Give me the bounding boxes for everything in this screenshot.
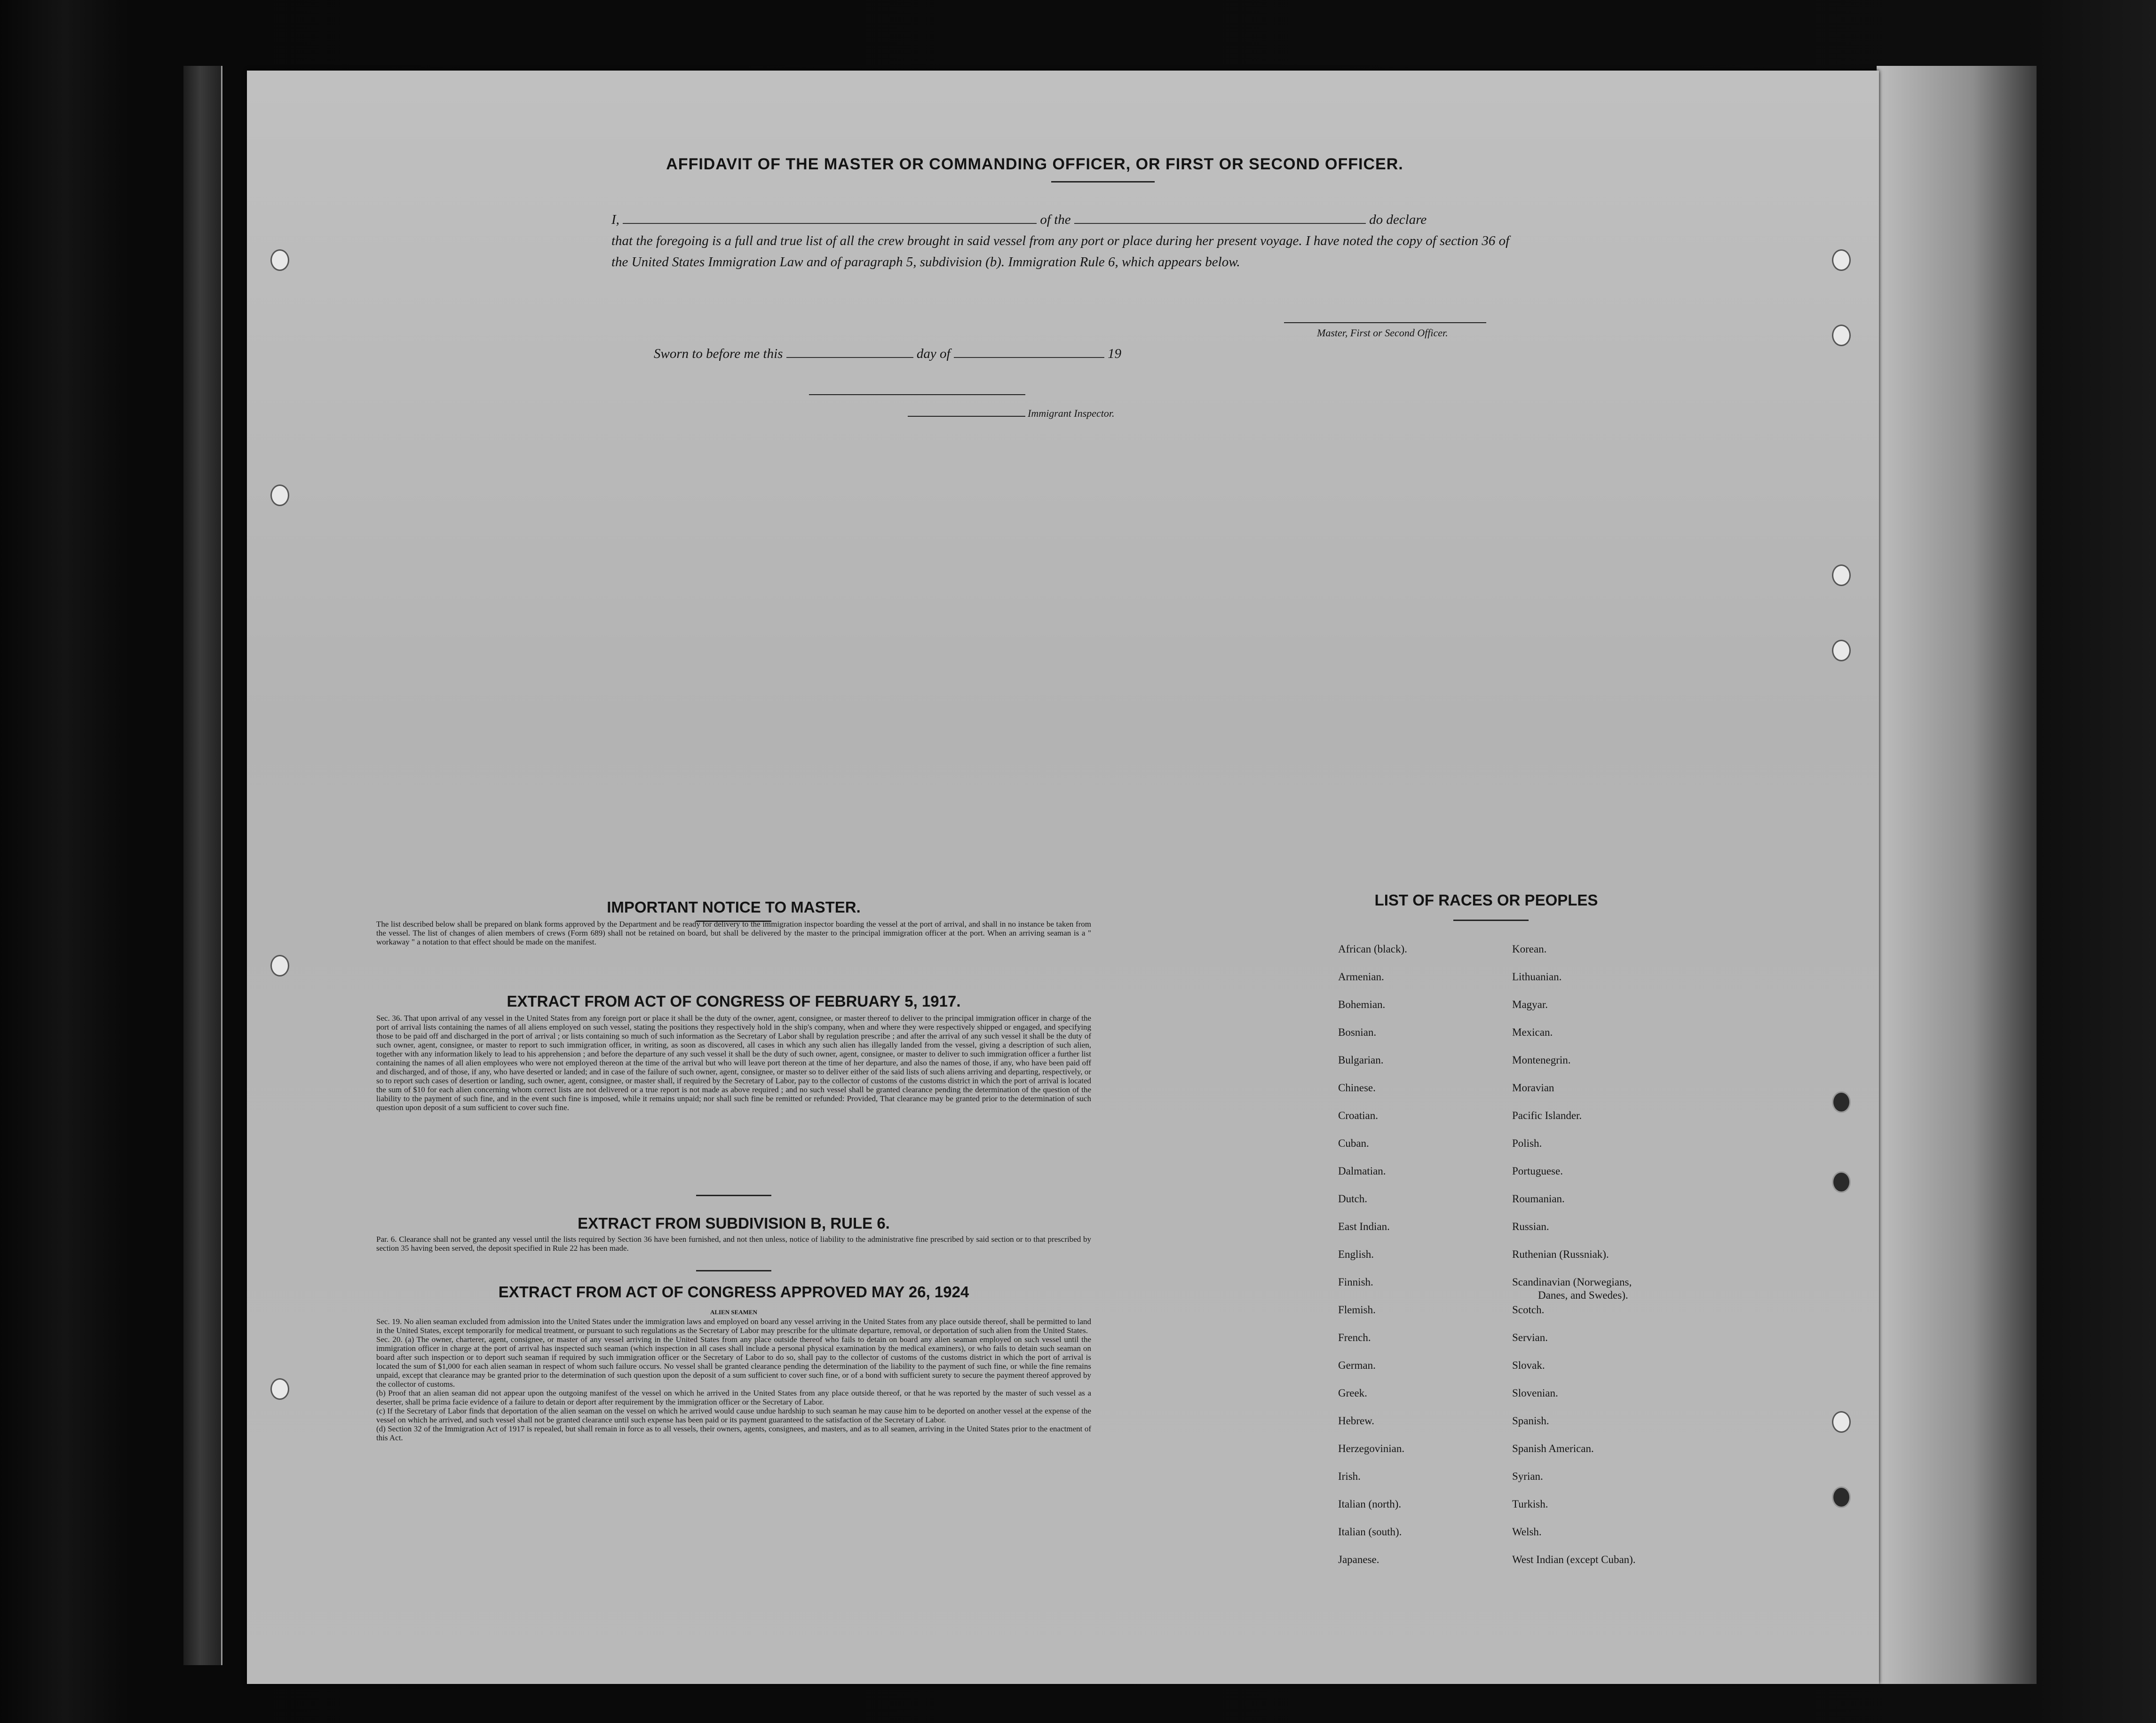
race-item: Spanish American. (1512, 1443, 1594, 1454)
binding-strip (183, 66, 222, 1665)
punch-hole (1832, 640, 1851, 661)
master-label: Master, First or Second Officer. (1317, 327, 1448, 339)
punch-hole (270, 955, 289, 977)
do-declare-label: do declare (1369, 212, 1427, 227)
race-item: Bohemian. (1338, 999, 1386, 1010)
extract-rule6-text: Par. 6. Clearance shall not be granted any vessel until the lists required by Section 36 have been furnished, and not then unless, notice of liability to the administrative fine prescribed by said section or to that prescribed by section 35 having been served, the deposit specified in Rule 22 has been made. (376, 1235, 1091, 1253)
race-item: Dalmatian. (1338, 1165, 1386, 1177)
month-blank[interactable] (954, 346, 1104, 358)
race-item: Moravian (1512, 1082, 1554, 1094)
race-item: Scotch. (1512, 1304, 1545, 1316)
title-underline (1051, 181, 1155, 183)
inspector-signature-line[interactable] (908, 416, 1025, 417)
year-prefix: 19 (1108, 346, 1122, 361)
extract-1917-text: Sec. 36. That upon arrival of any vessel in the United States from any foreign port or place it shall be the duty of the owner, agent, consignee, or master thereof to deliver to the principal immigration officer in charge of the port of arrival lists containing the names of all aliens employed on such vessel, stating the positions they respectively hold in the ship's company, when and where they were respectively shipped or engaged, and specifying those to be paid off and discharged in the port of arrival ; or lists containing so much of such information as the Secretary of Labor shall by regulation prescribe ; and after the arrival of any such vessel it shall be the duty of such owner, agent, consignee, or master to report to such immigration officer, in writing, as soon as discovered, all cases in which any such alien has illegally landed from the vessel, giving a description of such alien, together with any information likely to lead to his apprehension ; and before the departure of any such vessel it shall be the duty of such owner, agent, consignee, or master to deliver to such immigration officer a further list containing the names of all alien employees who were not employed thereon at the time of the arrival but who will leave port thereon at the time of her departure, and also the names of those, if any, who have been paid off and discharged, and of those, if any, who have deserted or landed; and in case of the failure of such owner, agent, consignee, or master so to deliver either of the said lists of such aliens arriving and departing, respectively, or so to report such cases of desertion or landing, such owner, agent, consignee, or master shall, if required by the Secretary of Labor, pay to the collector of customs of the customs district in which the port of arrival is located the sum of $10 for each alien concerning whom correct lists are not delivered or a true report is not made as above required ; and no such vessel shall be granted clearance pending the determination of the question of the liability to the payment of such fine, and in the event such fine is imposed, while it remains unpaid; nor shall such fine be remitted or refunded: Provided, That clearance may be granted prior to the determination of such question upon deposit of a sum sufficient to cover such fine. (376, 1014, 1091, 1112)
sworn-label: Sworn to before me this (654, 346, 783, 361)
affidavit-title: AFFIDAVIT OF THE MASTER OR COMMANDING OFFICER, OR FIRST OR SECOND OFFICER. (666, 155, 1403, 173)
race-item: Dutch. (1338, 1193, 1367, 1205)
notice-title: IMPORTANT NOTICE TO MASTER. (607, 898, 861, 916)
race-item: Roumanian. (1512, 1193, 1565, 1205)
section-divider (696, 1270, 771, 1271)
i-label: I, (611, 212, 619, 227)
race-item: French. (1338, 1332, 1371, 1343)
race-item: Servian. (1512, 1332, 1548, 1343)
name-blank[interactable] (623, 212, 1037, 224)
punch-hole (1832, 1171, 1851, 1193)
declaration-line (611, 209, 1524, 230)
race-item: Welsh. (1512, 1526, 1542, 1538)
punch-hole (1832, 1091, 1851, 1113)
race-item: Montenegrin. (1512, 1054, 1571, 1066)
sec-19-text: Sec. 19. No alien seaman excluded from admission into the United States under the immigration laws and employed on board any vessel arriving in the United States from any place outside thereof, shall be permitted to land in the United States, except temporarily for medical treatment, or pursuant to such regulations as the Secretary of Labor may prescribe for the ultimate departure, removal, or deportation of such alien from the United States. (376, 1317, 1091, 1335)
race-item: Flemish. (1338, 1304, 1376, 1316)
race-item: Armenian. (1338, 971, 1384, 983)
day-blank[interactable] (786, 346, 913, 358)
race-item: Bulgarian. (1338, 1054, 1384, 1066)
notice-text: The list described below shall be prepared on blank forms approved by the Department and be ready for delivery to the immigration inspector boarding the vessel at the port of arrival, and shall in no instance be taken from the vessel. The list of changes of alien members of crews (Form 689) shall not be retained on board, but shall be delivered by the master to the principal immigration officer at the port. When an arriving seaman is a " workaway " a notation to that effect should be made on the manifest. (376, 920, 1091, 946)
race-item: English. (1338, 1248, 1374, 1260)
race-item: Hebrew. (1338, 1415, 1375, 1427)
race-item: Portuguese. (1512, 1165, 1563, 1177)
affidavit-body: that the foregoing is a full and true list of all the crew brought in said vessel from any port or place during her present voyage. I have noted the copy of section 36 of the United States Immigration Law and of paragraph 5, subdivision (b). Immigration Rule 6, which appears below. (611, 233, 1510, 270)
extract-1924-sections (376, 1317, 1091, 1442)
race-item: Bosnian. (1338, 1026, 1377, 1038)
race-item: Lithuanian. (1512, 971, 1562, 983)
sworn-line (654, 346, 1121, 362)
race-item: Herzegovinian. (1338, 1443, 1405, 1454)
sec-20c-text: (c) If the Secretary of Labor finds that deportation of the alien seaman on the vessel on which he arrived would cause undue hardship to such seaman he may cause him to be deported on another vessel at the expense of the vessel on which he arrived, and such vessel shall not be granted clearance until such expense has been paid or its payment guaranteed to the satisfaction of the Secretary of Labor. (376, 1406, 1091, 1424)
punch-hole (270, 484, 289, 506)
day-of-label: day of (916, 346, 951, 361)
race-item: West Indian (except Cuban). (1512, 1554, 1636, 1565)
sworn-signature-line[interactable] (809, 394, 1025, 395)
sec-20-text: Sec. 20. (a) The owner, charterer, agent, consignee, or master of any vessel arriving in the United States from any place outside thereof who fails to detain on board any alien seaman employed on such vessel until the immigration officer in charge at the port of arrival has inspected such seaman (which inspection in all cases shall include a personal physical examination by the medical examiners), or who fails to detain such seaman on board after such inspection or to deport such seaman if required by such immigration officer or the Secretary of Labor to do so, shall pay to the collector of customs of the customs district in which the port of arrival is located the sum of $1,000 for each alien seaman in respect of whom such failure occurs. No vessel shall be granted clearance pending the determination of the liability to the payment of such fine, or while the fine remains unpaid, except that clearance may be granted prior to the determination of such question upon the deposit of a sum sufficient to cover such fine, or of a bond with sufficient surety to secure the payment thereof approved by the collector of customs. (376, 1335, 1091, 1389)
race-item: African (black). (1338, 943, 1407, 955)
race-item: Slovak. (1512, 1359, 1545, 1371)
race-item: Irish. (1338, 1470, 1361, 1482)
punch-hole (1832, 249, 1851, 271)
punch-hole (1832, 1486, 1851, 1508)
race-item: Greek. (1338, 1387, 1367, 1399)
punch-hole (1832, 564, 1851, 586)
race-item: Korean. (1512, 943, 1547, 955)
extract-1924-title: EXTRACT FROM ACT OF CONGRESS APPROVED MAY 26, 1924 (498, 1283, 969, 1301)
race-item: Slovenian. (1512, 1387, 1558, 1399)
extract-1924-subtitle: ALIEN SEAMEN (710, 1309, 758, 1316)
race-item: Mexican. (1512, 1026, 1553, 1038)
race-item: Italian (north). (1338, 1498, 1402, 1510)
extract-rule6-title: EXTRACT FROM SUBDIVISION B, RULE 6. (578, 1215, 890, 1232)
race-item: Chinese. (1338, 1082, 1376, 1094)
race-item: Italian (south). (1338, 1526, 1402, 1538)
race-item: Croatian. (1338, 1110, 1378, 1121)
punch-hole (1832, 325, 1851, 346)
inspector-label: Immigrant Inspector. (1028, 407, 1115, 419)
section-divider (696, 1195, 771, 1196)
master-signature-line[interactable] (1284, 322, 1486, 323)
race-item: Scandinavian (Norwegians, (1512, 1276, 1632, 1288)
punch-hole (1832, 1411, 1851, 1433)
race-item: Ruthenian (Russniak). (1512, 1248, 1609, 1260)
extract-1917-title: EXTRACT FROM ACT OF CONGRESS OF FEBRUARY 5, 1917. (507, 993, 961, 1010)
race-item: Syrian. (1512, 1470, 1543, 1482)
race-item: Spanish. (1512, 1415, 1549, 1427)
punch-hole (270, 1378, 289, 1400)
race-item: Cuban. (1338, 1137, 1369, 1149)
race-item: Turkish. (1512, 1498, 1548, 1510)
sec-20d-text: (d) Section 32 of the Immigration Act of 1917 is repealed, but shall remain in force as to all vessels, their owners, agents, consignees, and masters, and as to all seamen, arriving in the United States prior to the enactment of this Act. (376, 1424, 1091, 1442)
of-the-label: of the (1040, 212, 1071, 227)
sec-20b-text: (b) Proof that an alien seaman did not appear upon the outgoing manifest of the vessel on which he arrived in the United States from any place outside thereof, or that he was reported by the master of such vessel as a deserter, shall be prima facie evidence of a failure to detain or deport after requirement by the immigration officer or the Secretary of Labor. (376, 1389, 1091, 1406)
vessel-blank[interactable] (1074, 212, 1366, 224)
races-underline (1453, 920, 1529, 921)
race-item: Finnish. (1338, 1276, 1373, 1288)
races-title: LIST OF RACES OR PEOPLES (1374, 891, 1598, 909)
race-item: German. (1338, 1359, 1376, 1371)
race-item: Danes, and Swedes). (1538, 1289, 1628, 1301)
underlying-page-edge (1877, 66, 2037, 1684)
affidavit-block (611, 209, 1524, 273)
race-item: Russian. (1512, 1221, 1549, 1232)
race-item: Polish. (1512, 1137, 1542, 1149)
race-item: Japanese. (1338, 1554, 1379, 1565)
race-item: Pacific Islander. (1512, 1110, 1582, 1121)
race-item: East Indian. (1338, 1221, 1390, 1232)
punch-hole (270, 249, 289, 271)
race-item: Magyar. (1512, 999, 1548, 1010)
